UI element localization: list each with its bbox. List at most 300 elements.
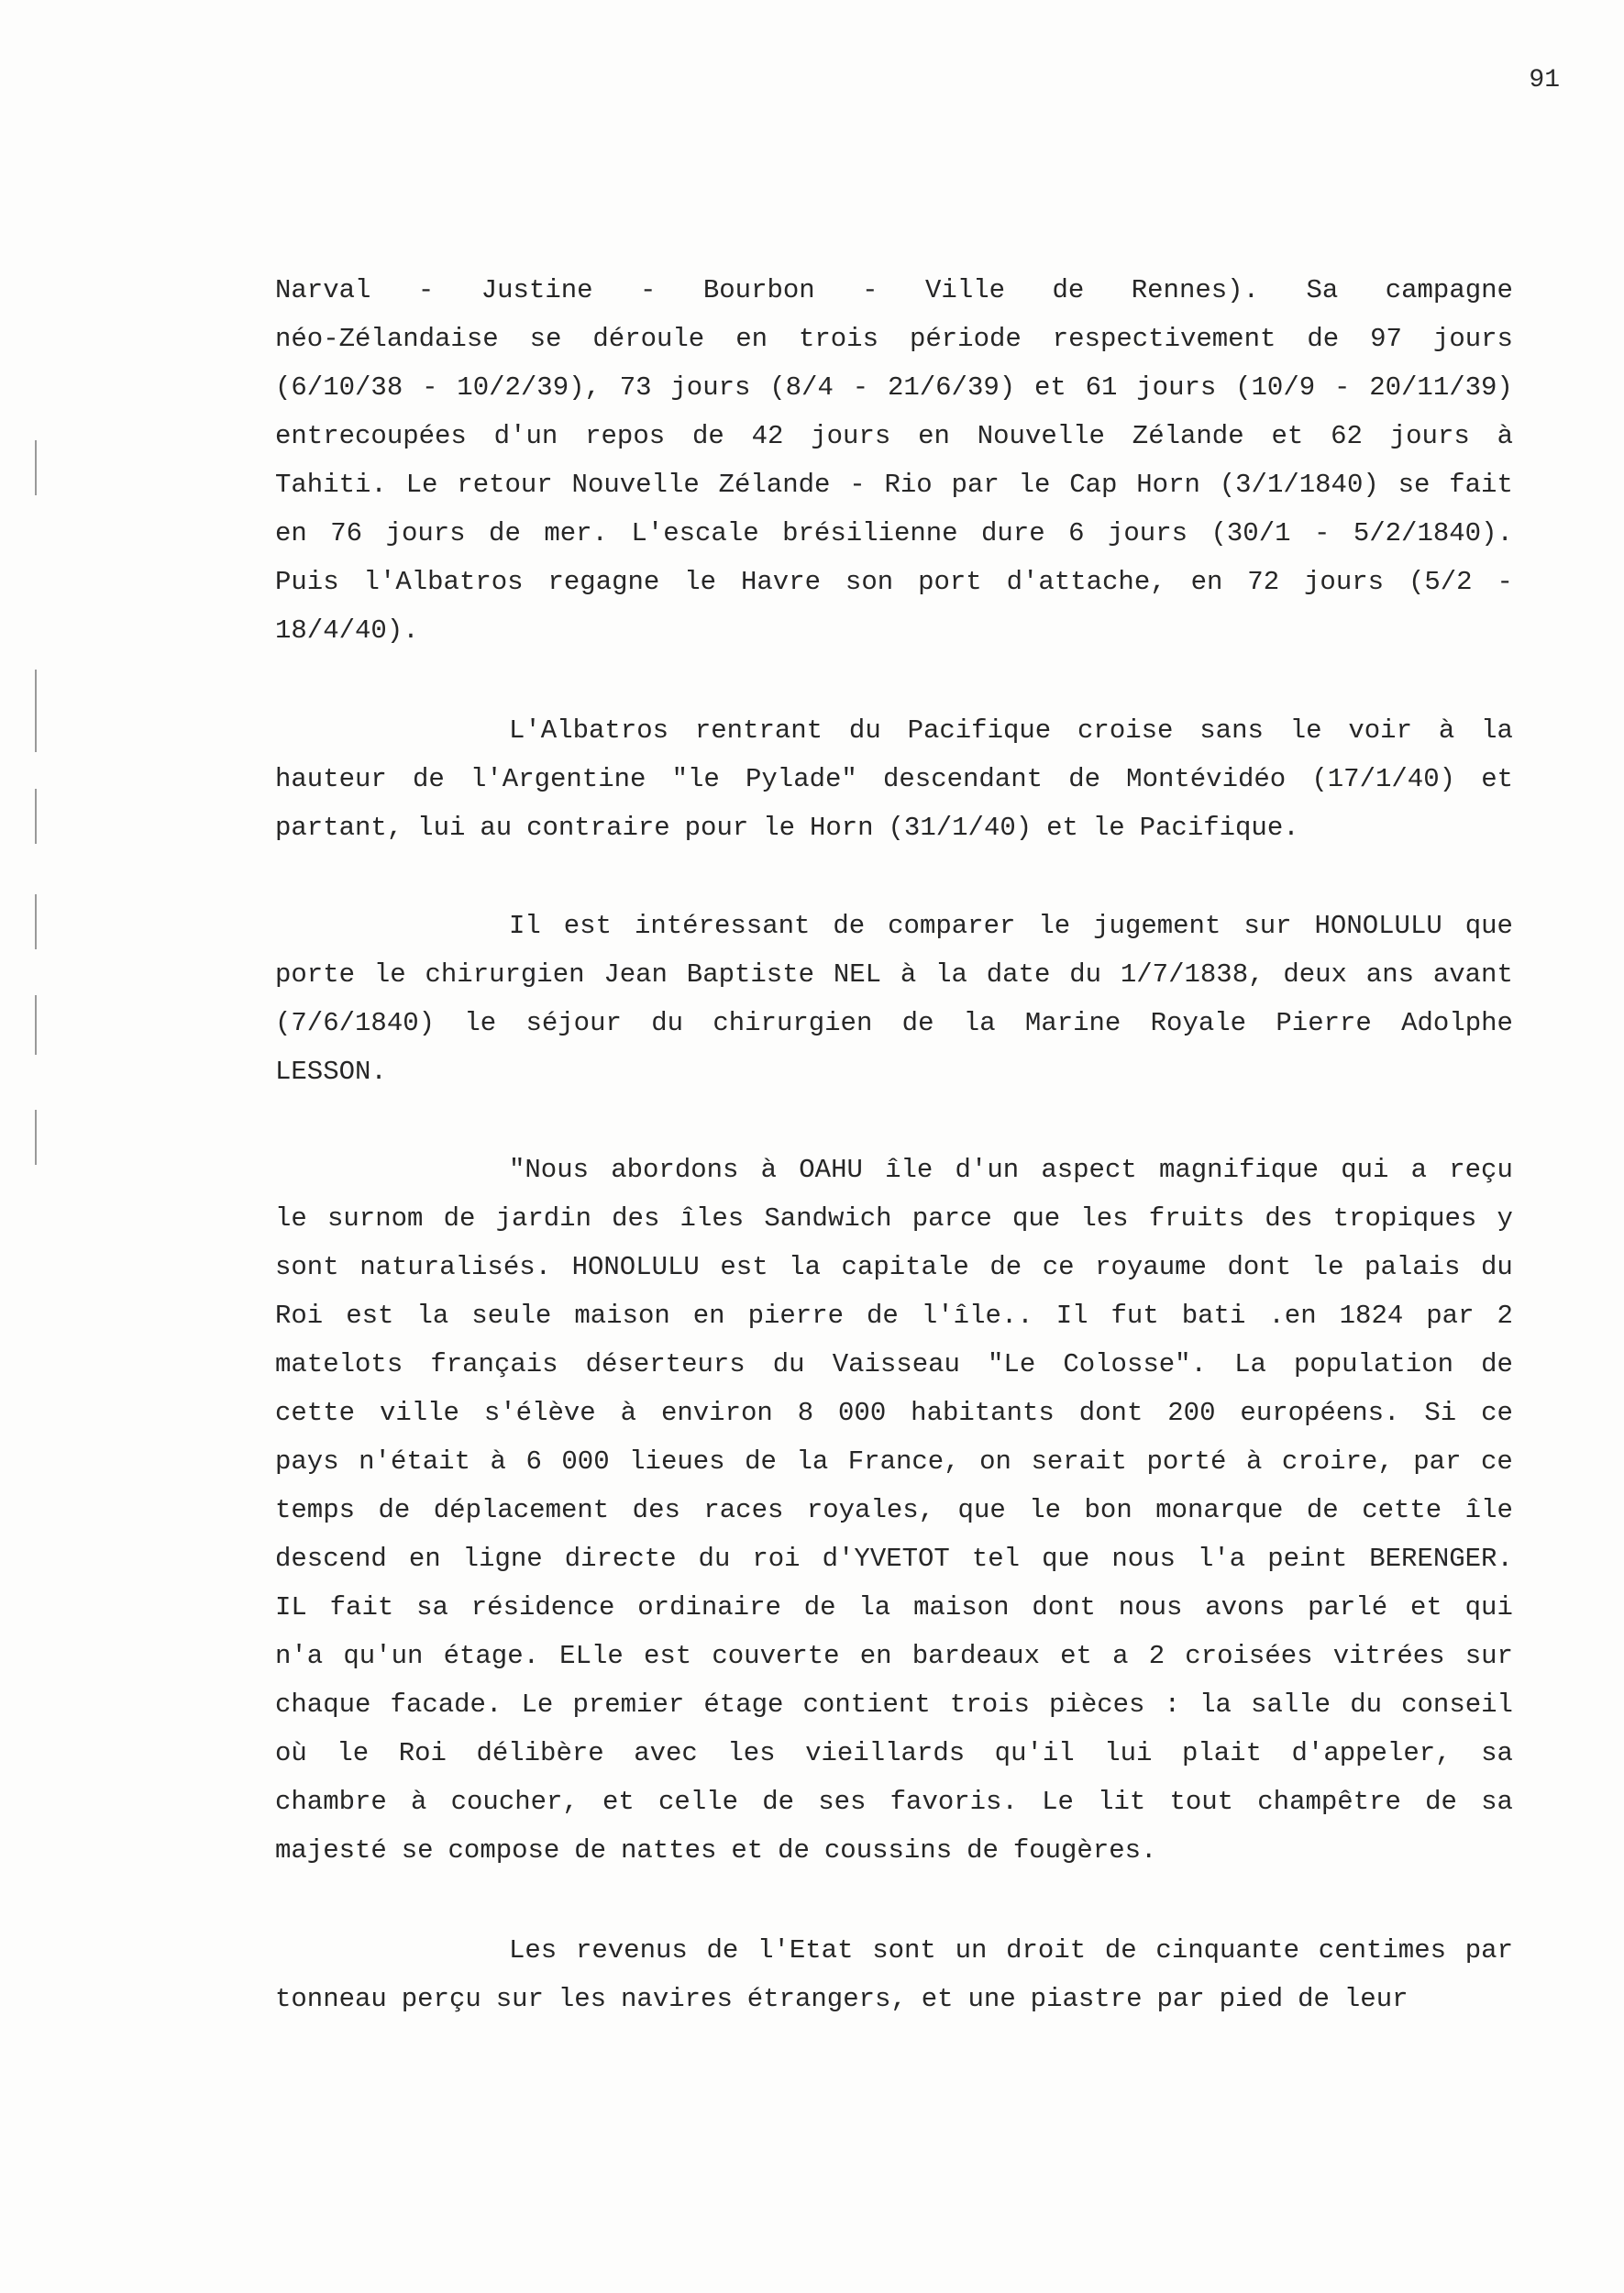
- word: par: [1464, 1935, 1513, 1966]
- word: lit: [1098, 1787, 1146, 1817]
- word: Colosse".: [1063, 1349, 1207, 1379]
- text-line: [275, 460, 1513, 509]
- word: période: [909, 324, 1022, 354]
- word: croire,: [1281, 1446, 1394, 1477]
- word: 2: [1148, 1641, 1166, 1671]
- text-line: [275, 1047, 1513, 1096]
- word: Nouvelle: [977, 421, 1105, 451]
- word: Puis: [275, 567, 339, 597]
- word: jugement: [1093, 911, 1221, 941]
- word: et: [602, 1787, 635, 1817]
- text-line: [275, 266, 1513, 315]
- word: déroule: [592, 324, 705, 354]
- word: La: [1234, 1349, 1266, 1379]
- word: temps: [275, 1495, 356, 1525]
- word: (10/9: [1235, 372, 1316, 403]
- word: en: [692, 1301, 725, 1331]
- word: s'élève: [483, 1398, 596, 1428]
- word: jours: [1389, 421, 1470, 451]
- word: ses: [818, 1787, 867, 1817]
- word: nous: [1111, 1544, 1176, 1574]
- word: le: [1018, 470, 1051, 500]
- word: 000: [561, 1446, 610, 1477]
- word: en: [859, 1641, 892, 1671]
- word: cette: [275, 1398, 356, 1428]
- word: conseil: [1401, 1689, 1513, 1720]
- word: la: [1199, 1689, 1232, 1720]
- word: sont: [872, 1935, 936, 1966]
- word: tel: [971, 1544, 1021, 1574]
- word: Horn: [1136, 470, 1200, 500]
- word: Sandwich: [764, 1203, 892, 1234]
- word: respectivement: [1052, 324, 1276, 354]
- text-line: [275, 1291, 1513, 1340]
- word: 42: [751, 421, 784, 451]
- word: jours: [1108, 518, 1188, 548]
- word: 72: [1247, 567, 1280, 597]
- word: Havre: [740, 567, 821, 597]
- word: pièces: [1049, 1689, 1145, 1720]
- word: cinquante: [1155, 1935, 1300, 1966]
- word: sur: [495, 1984, 544, 2014]
- word: cette: [1362, 1495, 1442, 1525]
- word: les: [1080, 1203, 1129, 1234]
- text-line: [275, 1975, 1513, 2023]
- word: la: [416, 1301, 449, 1331]
- scan-margin-mark: [35, 440, 37, 495]
- word: fait: [329, 1592, 394, 1623]
- word: de: [778, 1835, 810, 1866]
- word: n'a: [275, 1641, 324, 1671]
- word: jours: [670, 372, 751, 403]
- word: à: [620, 1398, 637, 1428]
- word: du: [651, 1008, 684, 1038]
- word: les: [727, 1738, 776, 1768]
- word: et: [1481, 764, 1513, 794]
- word: Il: [509, 911, 541, 941]
- word: que: [1464, 911, 1513, 941]
- word: dure: [981, 518, 1045, 548]
- word: -: [852, 372, 869, 403]
- text-line: [275, 706, 1513, 755]
- word: salle: [1251, 1689, 1331, 1720]
- word: Pacifique.: [1139, 813, 1299, 843]
- word: Bourbon: [702, 275, 815, 305]
- word: -: [1497, 567, 1513, 597]
- word: naturalisés.: [359, 1252, 552, 1282]
- word: hauteur: [275, 764, 387, 794]
- word: -: [422, 372, 438, 403]
- word: 5/2/1840).: [1353, 518, 1513, 548]
- word: des: [1265, 1203, 1313, 1234]
- word: "le: [671, 764, 720, 794]
- word: ville: [379, 1398, 459, 1428]
- word: jours: [1432, 324, 1513, 354]
- word: Jean: [603, 959, 668, 990]
- word: bon: [1084, 1495, 1132, 1525]
- word: porté: [1146, 1446, 1227, 1477]
- word: le: [763, 813, 796, 843]
- scan-margin-mark: [35, 1110, 37, 1165]
- word: sans: [1199, 715, 1264, 746]
- word: -: [417, 275, 435, 305]
- word: que: [1011, 1203, 1061, 1234]
- word: à: [1245, 1446, 1263, 1477]
- word: 97: [1370, 324, 1402, 354]
- word: Vaisseau: [832, 1349, 960, 1379]
- word: Roi: [398, 1738, 447, 1768]
- word: son: [845, 567, 894, 597]
- word: 6: [1068, 518, 1085, 548]
- word: Justine: [481, 275, 593, 305]
- word: de: [833, 911, 866, 941]
- word: France,: [847, 1446, 960, 1477]
- word: environ: [660, 1398, 773, 1428]
- word: piastre: [1030, 1984, 1143, 2014]
- word: étage: [703, 1689, 784, 1720]
- word: entrecoupées: [275, 421, 467, 451]
- word: de: [901, 1008, 934, 1038]
- word: des: [632, 1495, 680, 1525]
- word: Tahiti.: [275, 470, 387, 500]
- word: le: [1038, 911, 1071, 941]
- word: un: [955, 1935, 988, 1966]
- word: jardin: [495, 1203, 591, 1234]
- word: serait: [1031, 1446, 1127, 1477]
- word: trois: [798, 324, 878, 354]
- word: d'YVETOT: [822, 1544, 950, 1574]
- word: français: [430, 1349, 558, 1379]
- word: Sa: [1306, 275, 1339, 305]
- word: jours: [811, 421, 891, 451]
- word: que: [1042, 1544, 1090, 1574]
- word: NEL: [833, 959, 882, 990]
- word: chirurgien: [425, 959, 585, 990]
- word: HONOLULU: [1314, 911, 1442, 941]
- word: de: [443, 1203, 476, 1234]
- word: de: [691, 421, 724, 451]
- word: du: [1481, 1252, 1513, 1282]
- text-line: [275, 755, 1513, 803]
- text-line: [275, 363, 1513, 412]
- text-line: [275, 1437, 1513, 1486]
- word: Marine: [1024, 1008, 1121, 1038]
- word: Le: [521, 1689, 554, 1720]
- word: le: [1029, 1495, 1062, 1525]
- word: Si: [1424, 1398, 1457, 1428]
- word: de: [1307, 324, 1340, 354]
- word: est: [563, 911, 612, 941]
- paragraph: [275, 1926, 1513, 2023]
- word: l'Albatros: [363, 567, 524, 597]
- word: 200: [1167, 1398, 1216, 1428]
- word: à: [411, 1787, 427, 1817]
- text-line: [275, 1486, 1513, 1534]
- word: Montévidéo: [1126, 764, 1287, 794]
- word: contraire: [526, 813, 670, 843]
- word: 000: [838, 1398, 887, 1428]
- word: et: [1060, 1641, 1092, 1671]
- word: partant,: [275, 813, 403, 843]
- word: 8: [797, 1398, 814, 1428]
- word: plait: [1181, 1738, 1262, 1768]
- word: port: [918, 567, 982, 597]
- word: Roi: [275, 1301, 324, 1331]
- word: royaume: [1095, 1252, 1207, 1282]
- word: parce: [911, 1203, 992, 1234]
- word: d'un: [493, 421, 558, 451]
- word: capitale: [841, 1252, 969, 1282]
- word: pour: [684, 813, 749, 843]
- text-line: [275, 315, 1513, 363]
- word: îles: [679, 1203, 745, 1234]
- scan-margin-mark: [35, 995, 37, 1055]
- word: de: [867, 1301, 899, 1331]
- word: ce: [1481, 1398, 1513, 1428]
- paragraph: [275, 266, 1513, 655]
- word: la: [858, 1592, 891, 1623]
- word: sur: [1464, 1641, 1513, 1671]
- word: délibère: [476, 1738, 604, 1768]
- word: races: [703, 1495, 784, 1525]
- word: 18/4/40).: [275, 615, 419, 646]
- word: chaque: [275, 1689, 371, 1720]
- word: des: [612, 1203, 660, 1234]
- text-line: [275, 1194, 1513, 1243]
- word: navires: [621, 1984, 733, 2014]
- word: lieues: [629, 1446, 725, 1477]
- word: la: [789, 1252, 821, 1282]
- word: retour: [457, 470, 553, 500]
- word: et: [1271, 421, 1304, 451]
- text-line: [275, 1632, 1513, 1680]
- word: du: [698, 1544, 731, 1574]
- word: ligne: [462, 1544, 543, 1574]
- paragraph: [275, 1146, 1513, 1875]
- word: de: [1298, 1984, 1330, 2014]
- text-line: [275, 1680, 1513, 1729]
- word: leur: [1343, 1984, 1409, 2014]
- word: (17/1/40): [1311, 764, 1456, 794]
- word: en: [1190, 567, 1223, 597]
- word: le: [275, 1203, 307, 1234]
- word: Ville: [925, 275, 1006, 305]
- word: "Le: [988, 1349, 1036, 1379]
- word: et: [1046, 813, 1078, 843]
- text-line: [275, 412, 1513, 460]
- word: le: [1092, 813, 1125, 843]
- text-line: [275, 606, 1513, 655]
- word: on: [979, 1446, 1011, 1477]
- word: tout: [1169, 1787, 1234, 1817]
- word: 20/11/39): [1369, 372, 1513, 403]
- word: avant: [1432, 959, 1513, 990]
- text-line: [275, 902, 1513, 950]
- word: pied: [1219, 1984, 1284, 2014]
- word: intéressant: [634, 911, 811, 941]
- word: droit: [1006, 1935, 1087, 1966]
- word: maison: [913, 1592, 1010, 1623]
- word: Rio: [884, 470, 933, 500]
- word: couverte: [712, 1641, 840, 1671]
- word: de: [378, 1495, 411, 1525]
- word: est: [346, 1301, 394, 1331]
- word: en: [735, 324, 768, 354]
- word: de: [762, 1787, 795, 1817]
- word: tonneau: [275, 1984, 387, 2014]
- word: jours: [385, 518, 466, 548]
- word: roi: [752, 1544, 801, 1574]
- word: reçu: [1449, 1155, 1513, 1185]
- word: lui: [417, 813, 466, 843]
- text-line: [275, 1340, 1513, 1389]
- word: se: [401, 1835, 434, 1866]
- word: à: [900, 959, 917, 990]
- text-line: [275, 999, 1513, 1047]
- word: royales,: [806, 1495, 935, 1525]
- text-line: [275, 950, 1513, 999]
- text-line: [275, 803, 1513, 852]
- word: au: [480, 813, 513, 843]
- word: ordinaire: [637, 1592, 781, 1623]
- word: Nouvelle: [571, 470, 700, 500]
- word: premier: [572, 1689, 685, 1720]
- word: de: [967, 1835, 999, 1866]
- word: 76: [330, 518, 363, 548]
- word: repos: [585, 421, 666, 451]
- word: -: [640, 275, 657, 305]
- word: vieillards: [805, 1738, 966, 1768]
- word: l'Etat: [757, 1935, 854, 1966]
- word: étage.: [443, 1641, 539, 1671]
- word: se: [529, 324, 562, 354]
- word: a: [1112, 1641, 1129, 1671]
- word: surnom: [326, 1203, 424, 1234]
- word: Rennes).: [1131, 275, 1259, 305]
- text-line: [275, 1389, 1513, 1437]
- word: (7/6/1840): [275, 1008, 436, 1038]
- word: déserteurs: [585, 1349, 746, 1379]
- word: par: [1426, 1301, 1475, 1331]
- word: où: [275, 1738, 307, 1768]
- word: IL: [275, 1592, 307, 1623]
- word: d'attache,: [1006, 567, 1166, 597]
- word: et: [1409, 1592, 1442, 1623]
- word: fait: [1449, 470, 1513, 500]
- word: pays: [275, 1446, 339, 1477]
- word: en: [408, 1544, 441, 1574]
- word: dont: [1078, 1398, 1143, 1428]
- word: 2: [1497, 1301, 1513, 1331]
- word: chambre: [275, 1787, 387, 1817]
- word: parlé: [1308, 1592, 1388, 1623]
- word: y: [1497, 1203, 1513, 1234]
- word: croisées: [1185, 1641, 1313, 1671]
- word: et: [1034, 372, 1066, 403]
- word: compose: [447, 1835, 560, 1866]
- word: que: [957, 1495, 1006, 1525]
- word: du: [772, 1349, 805, 1379]
- word: qui: [1464, 1592, 1513, 1623]
- word: le: [1311, 1252, 1344, 1282]
- word: porte: [275, 959, 356, 990]
- word: qu'un: [343, 1641, 424, 1671]
- word: 73: [619, 372, 652, 403]
- word: bardeaux: [911, 1641, 1040, 1671]
- word: de: [1068, 764, 1100, 794]
- word: HONOLULU: [571, 1252, 700, 1282]
- word: mer.: [544, 518, 608, 548]
- word: Il: [1055, 1301, 1088, 1331]
- text-line: [275, 1926, 1513, 1975]
- word: ce: [1042, 1252, 1075, 1282]
- word: à: [1497, 421, 1513, 451]
- word: et: [731, 1835, 764, 1866]
- text-line: [275, 1146, 1513, 1194]
- word: d'un: [955, 1155, 1020, 1185]
- word: descend: [275, 1544, 387, 1574]
- word: du: [848, 715, 881, 746]
- word: comparer: [888, 911, 1016, 941]
- word: 10/2/39),: [457, 372, 601, 403]
- word: dont: [1227, 1252, 1292, 1282]
- word: deux: [1283, 959, 1347, 990]
- word: Le: [405, 470, 438, 500]
- word: 62: [1331, 421, 1363, 451]
- word: sa: [416, 1592, 448, 1623]
- word: bati: [1181, 1301, 1246, 1331]
- word: à: [490, 1446, 506, 1477]
- word: avec: [634, 1738, 698, 1768]
- word: brésilienne: [782, 518, 958, 548]
- word: la: [963, 1008, 996, 1038]
- word: Narval: [275, 275, 371, 305]
- text-line: [275, 558, 1513, 606]
- word: monarque: [1155, 1495, 1284, 1525]
- word: majesté: [275, 1835, 387, 1866]
- word: facade.: [390, 1689, 503, 1720]
- paragraph: [275, 902, 1513, 1096]
- word: ELle: [559, 1641, 624, 1671]
- word: en: [275, 518, 307, 548]
- word: l'a: [1197, 1544, 1246, 1574]
- word: déplacement: [433, 1495, 610, 1525]
- word: contient: [802, 1689, 931, 1720]
- word: LESSON.: [275, 1057, 387, 1087]
- text-line: [275, 1534, 1513, 1583]
- word: palais: [1364, 1252, 1461, 1282]
- word: le: [684, 567, 717, 597]
- word: campagne: [1385, 275, 1513, 305]
- word: (8/4: [769, 372, 834, 403]
- word: celle: [658, 1787, 739, 1817]
- word: le: [337, 1738, 370, 1768]
- word: (3/1/1840): [1219, 470, 1379, 500]
- word: Les: [509, 1935, 558, 1966]
- word: fougères.: [1012, 1835, 1157, 1866]
- word: jours: [1136, 372, 1217, 403]
- word: revenus: [575, 1935, 688, 1966]
- word: sur: [1243, 911, 1292, 941]
- word: île: [1464, 1495, 1513, 1525]
- word: de: [1425, 1787, 1457, 1817]
- word: Pierre: [1276, 1008, 1372, 1038]
- word: directe: [564, 1544, 677, 1574]
- word: le: [373, 959, 406, 990]
- word: par: [1156, 1984, 1205, 2014]
- word: la: [1481, 715, 1513, 746]
- word: la: [935, 959, 967, 990]
